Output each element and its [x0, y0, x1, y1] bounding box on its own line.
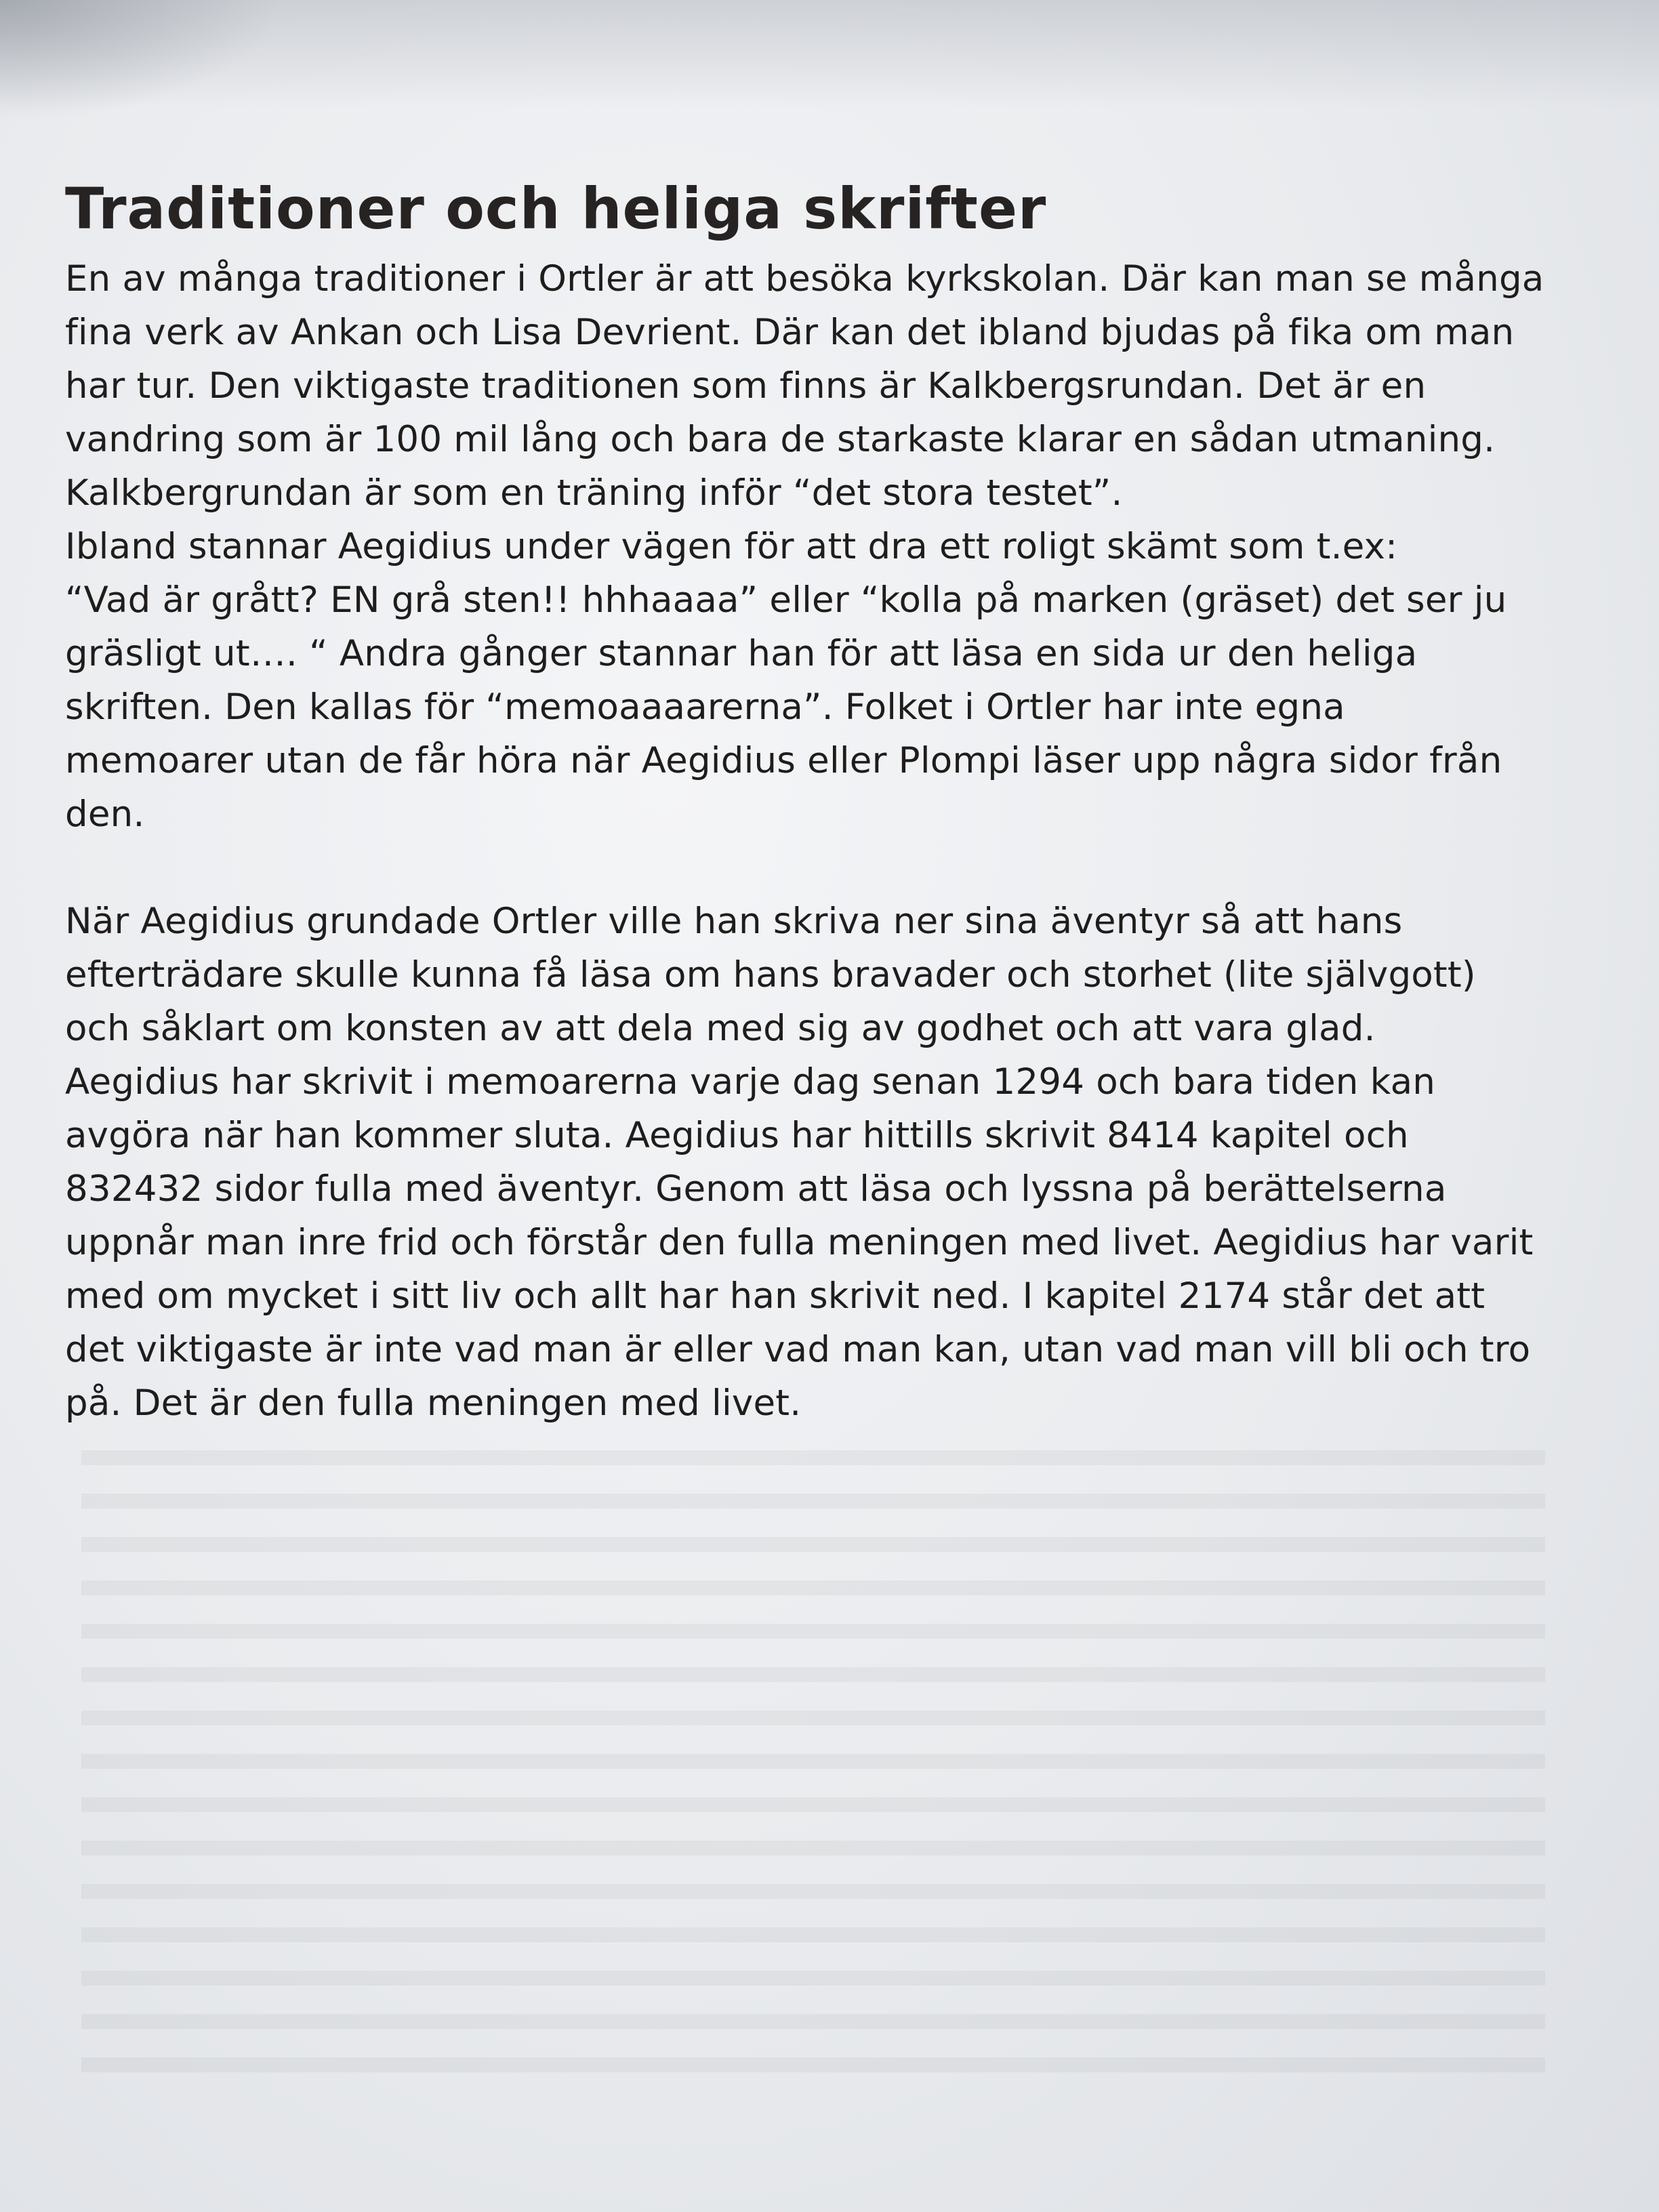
text-line: avgöra när han kommer sluta. Aegidius har hittills skrivit 8414 kapitel och	[65, 1115, 1409, 1156]
text-line: det viktigaste är inte vad man är eller vad man kan, utan vad man vill bli och tro	[65, 1329, 1531, 1370]
text-line: 832432 sidor fulla med äventyr. Genom att läsa och lyssna på berättelserna	[65, 1168, 1447, 1210]
text-line: har tur. Den viktigaste traditionen som finns är Kalkbergsrundan. Det är en	[65, 365, 1427, 407]
text-line: När Aegidius grundade Ortler ville han skriva ner sina äventyr så att hans	[65, 901, 1403, 942]
paragraph-1	[65, 252, 1597, 841]
text-line: uppnår man inre frid och förstår den fulla meningen med livet. Aegidius har varit	[65, 1222, 1534, 1263]
text-line: fina verk av Ankan och Lisa Devrient. Där kan det ibland bjudas på fika om man	[65, 312, 1515, 353]
text-line: Aegidius har skrivit i memoarerna varje dag senan 1294 och bara tiden kan	[65, 1061, 1436, 1103]
printed-page	[65, 175, 1597, 1430]
text-line: “Vad är grått? EN grå sten!! hhhaaaa” eller “kolla på marken (gräset) det ser ju	[65, 579, 1507, 621]
text-line: En av många traditioner i Ortler är att besöka kyrkskolan. Där kan man se många	[65, 258, 1544, 300]
reverse-side-bleed-through	[81, 1450, 1545, 2101]
text-line: skriften. Den kallas för “memoaaaarerna”. Folket i Ortler har inte egna	[65, 687, 1345, 728]
text-line: och såklart om konsten av att dela med sig av godhet och att vara glad.	[65, 1008, 1376, 1049]
text-line: på. Det är den fulla meningen med livet.	[65, 1382, 802, 1424]
text-line: gräsligt ut…. “ Andra gånger stannar han för att läsa en sida ur den heliga	[65, 633, 1418, 674]
text-line: med om mycket i sitt liv och allt har han skrivit ned. I kapitel 2174 står det att	[65, 1275, 1486, 1317]
text-line: efterträdare skulle kunna få läsa om hans bravader och storhet (lite självgott)	[65, 954, 1476, 996]
paragraph-2	[65, 895, 1597, 1430]
paragraph-gap	[65, 841, 1597, 895]
page-title: Traditioner och heliga skrifter	[65, 176, 1047, 242]
text-line: Kalkbergrundan är som en träning inför “det stora testet”.	[65, 472, 1123, 514]
text-line: Ibland stannar Aegidius under vägen för att dra ett roligt skämt som t.ex:	[65, 526, 1398, 567]
text-line: vandring som är 100 mil lång och bara de starkaste klarar en sådan utmaning.	[65, 419, 1496, 460]
text-line: den.	[65, 794, 145, 835]
text-line: memoarer utan de får höra när Aegidius eller Plompi läser upp några sidor från	[65, 740, 1502, 781]
paper-fold-shadow	[0, 0, 285, 122]
